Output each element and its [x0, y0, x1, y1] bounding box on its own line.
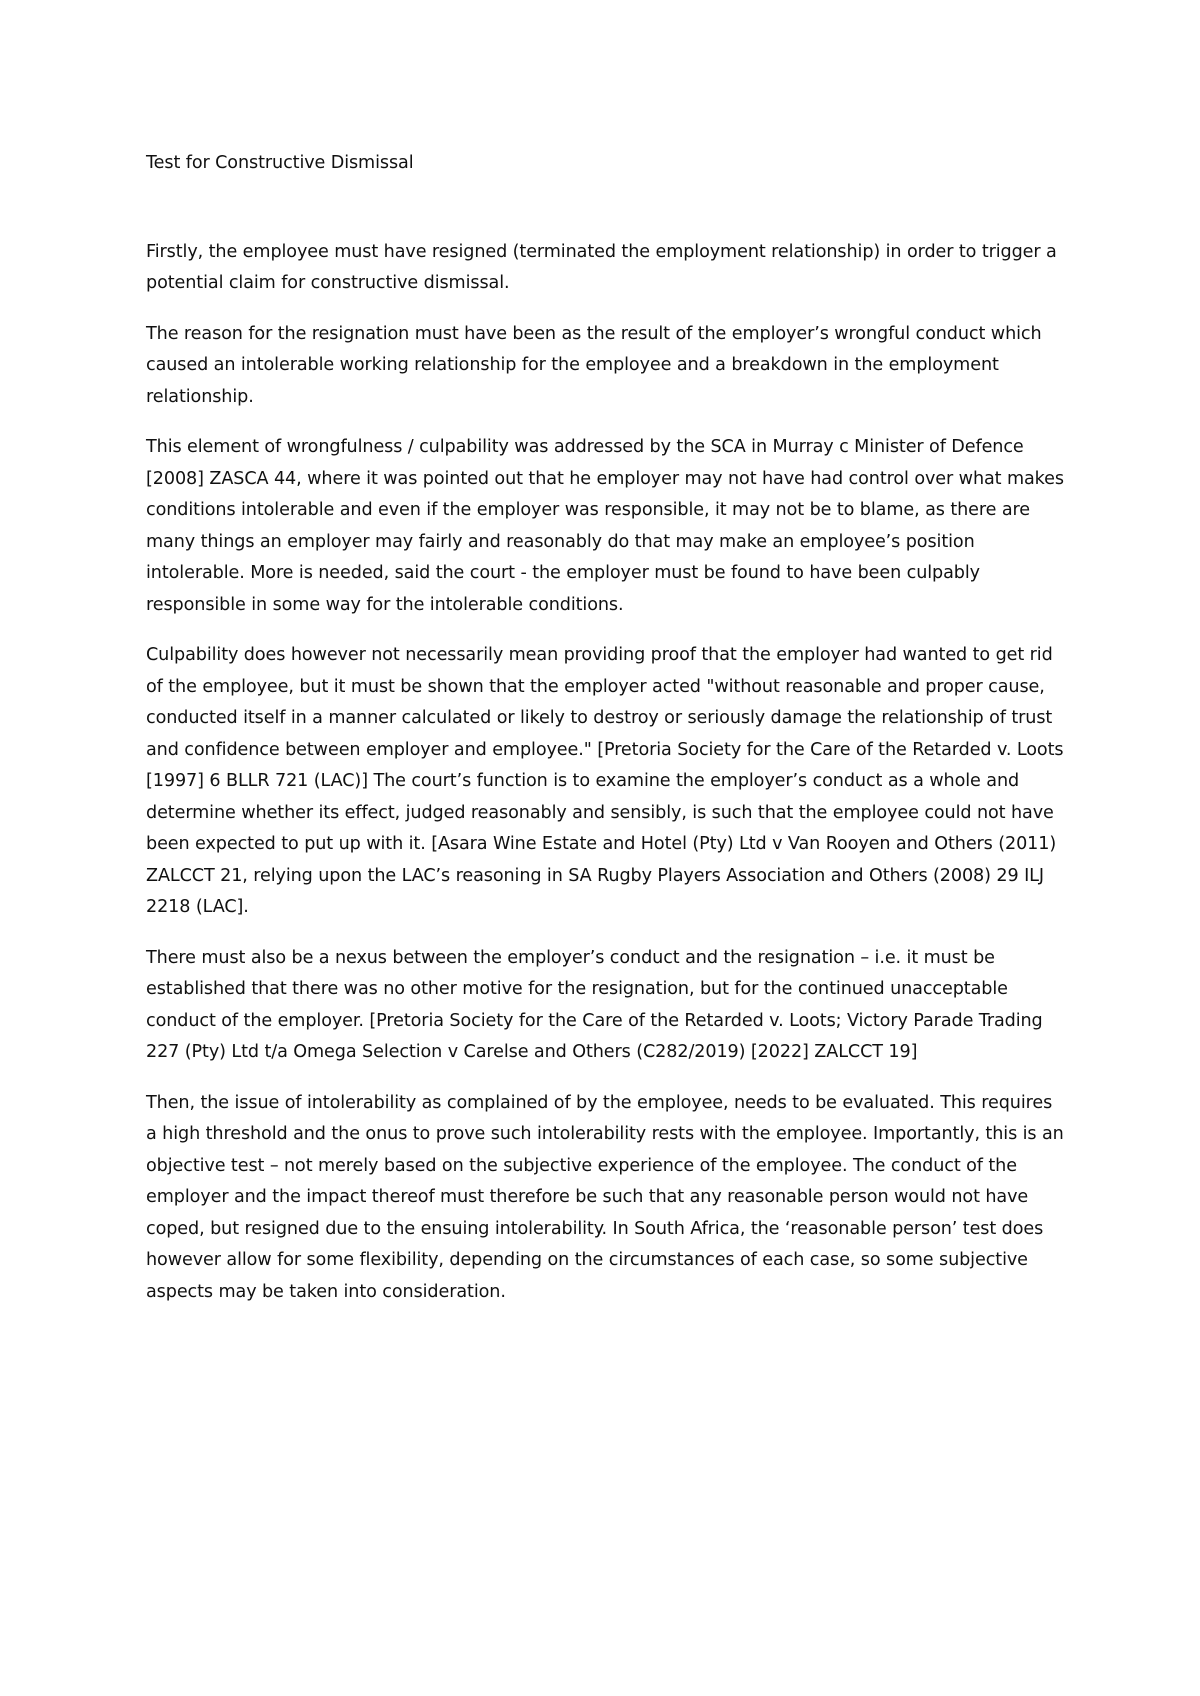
- paragraph-intolerability: Then, the issue of intolerability as complained of by the employee, needs to be evaluated. This requires a high threshold and the onus to prove such intolerability rests with the employee. Importantly, this is an objective test – not merely based on the subjective experience of the employee. The conduct of the employer and the impact thereof must therefore be such that any reasonable person would not have coped, but resigned due to the ensuing intolerability. In South Africa, the ‘reasonable person’ test does however allow for some flexibility, depending on the circumstances of each case, so some subjective aspects may be taken into consideration.: [146, 1092, 1064, 1302]
- document-body: [146, 148, 1066, 1327]
- paragraph-resignation: Firstly, the employee must have resigned (terminated the employment relationship) in order to trigger a potential claim for constructive dismissal.: [146, 241, 1057, 293]
- document-title: Test for Constructive Dismissal: [146, 153, 414, 173]
- paragraph-culpability-proof: Culpability does however not necessarily mean providing proof that the employer had wanted to get rid of the employee, but it must be shown that the employer acted "without reasonable and proper cause, conducted itself in a manner calculated or likely to destroy or seriously damage the relationship of trust and confidence between employer and employee." [Pretoria Society for the Care of the Retarded v. Loots [1997] 6 BLLR 721 (LAC)] The court’s function is to examine the employer’s conduct as a whole and determine whether its effect, judged reasonably and sensibly, is such that the employee could not have been expected to put up with it. [Asara Wine Estate and Hotel (Pty) Ltd v Van Rooyen and Others (2011) ZALCCT 21, relying upon the LAC’s reasoning in SA Rugby Players Association and Others (2008) 29 ILJ 2218 (LAC].: [146, 645, 1064, 917]
- paragraph-culpability-sca: This element of wrongfulness / culpability was addressed by the SCA in Murray c Minister of Defence [2008] ZASCA 44, where it was pointed out that he employer may not have had control over what makes conditions intolerable and even if the employer was responsible, it may not be to blame, as there are many things an employer may fairly and reasonably do that may make an employee’s position intolerable. More is needed, said the court - the employer must be found to have been culpably responsible in some way for the intolerable conditions.: [146, 437, 1064, 615]
- paragraph-wrongful-conduct: The reason for the resignation must have been as the result of the employer’s wrongful conduct which caused an intolerable working relationship for the employee and a breakdown in the employment relationship.: [146, 323, 1042, 407]
- paragraph-nexus: There must also be a nexus between the employer’s conduct and the resignation – i.e. it must be established that there was no other motive for the resignation, but for the continued unacceptable conduct of the employer. [Pretoria Society for the Care of the Retarded v. Loots; Victory Parade Trading 227 (Pty) Ltd t/a Omega Selection v Carelse and Others (C282/2019) [2022] ZALCCT 19]: [146, 947, 1043, 1062]
